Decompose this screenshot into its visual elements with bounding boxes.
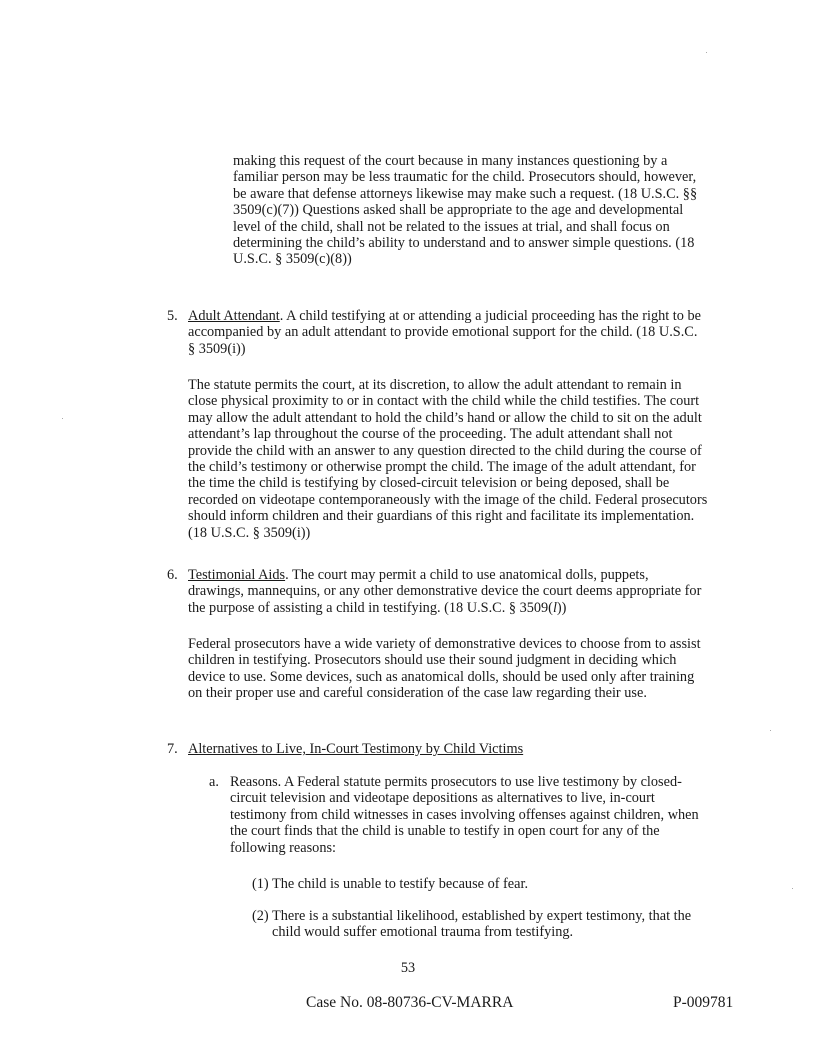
footer-case-number: Case No. 08-80736-CV-MARRA [306, 994, 514, 1011]
item-6-paragraph: Federal prosecutors have a wide variety of demonstrative devices to choose from to assist children in testifying. Prosecutors should use their sound judgment in deciding which device to use. Some devices, such as anatomical dolls, should be used only after training on their proper use and careful consideration of the case law regarding their use. [188, 636, 701, 702]
item-7a-letter: a. [209, 774, 219, 790]
item-6-number: 6. [167, 567, 178, 583]
scan-speck [770, 730, 771, 731]
page-number: 53 [400, 960, 416, 976]
item-7-heading [188, 741, 708, 757]
reason-2-text: (2) There is a substantial likelihood, established by expert testimony, that the child would suffer emotional trauma from testifying. [252, 908, 692, 941]
item-6-text: . The court may permit a child to use anatomical dolls, puppets, drawings, mannequins, or any other demonstrative device the court deems appropriate for the purpose of assisting a child in testifying. (18 U.S.C. § 3509( [188, 567, 702, 616]
footer-bates-number: P-009781 [673, 994, 734, 1011]
item-5-text: . A child testifying at or attending a judicial proceeding has the right to be accompanied by an adult attendant to provide emotional support for the child. (18 U.S.C. § 3509(i)) [188, 308, 701, 357]
scan-speck [792, 888, 793, 889]
item-6-text-end: )) [556, 599, 567, 616]
item-6-heading [188, 567, 708, 616]
scan-speck [706, 52, 707, 53]
item-7-number: 7. [167, 741, 178, 757]
continuation-paragraph: making this request of the court because in many instances questioning by a familiar person may be less traumatic for the child. Prosecutors should, however, be aware that defense attorneys likewise may make such a request. (18 U.S.C. §§ 3509(c)(7)) Questions asked shall be appropriate to the age and developmental level of the child, shall not be related to the issues at trial, and shall focus on determining the child’s ability to understand and to answer simple questions. (18 U.S.C. § 3509(c)(8)) [233, 153, 698, 268]
item-5-title: Adult Attendant [188, 308, 280, 324]
item-6-title: Testimonial Aids [188, 567, 286, 583]
item-5-number: 5. [167, 308, 178, 324]
item-5-paragraph: The statute permits the court, at its discretion, to allow the adult attendant to remain in close physical proximity to or in contact with the child while the child testifies. The court may allow the adult attendant to hold the child’s hand or allow the child to sit on the adult attendant’s lap throughout the course of the proceeding. The adult attendant shall not provide the child with an answer to any question directed to the child during the course of the child’s testimony or otherwise prompt the child. The image of the adult attendant, for the time the child is testifying by closed-circuit television or being deposed, shall be recorded on videotape contemporaneously with the image of the child. Federal prosecutors should inform children and their guardians of this right and facilitate its implementation. (18 U.S.C. § 3509(i)) [188, 377, 708, 541]
reason-1: (1) The child is unable to testify because of fear. [252, 876, 529, 892]
scan-speck [62, 418, 63, 419]
item-6-italic-l: l [552, 599, 557, 616]
item-7-title: Alternatives to Live, In-Court Testimony by Child Victims [188, 741, 524, 757]
item-7a-paragraph: Reasons. A Federal statute permits prosecutors to use live testimony by closed-circuit television and videotape depositions as alternatives to live, in-court testimony from child witnesses in cases involving offenses against children, when the court finds that the child is unable to testify in open court for any of the following reasons: [230, 774, 699, 856]
item-5-heading [188, 308, 708, 357]
reason-2 [252, 908, 702, 941]
